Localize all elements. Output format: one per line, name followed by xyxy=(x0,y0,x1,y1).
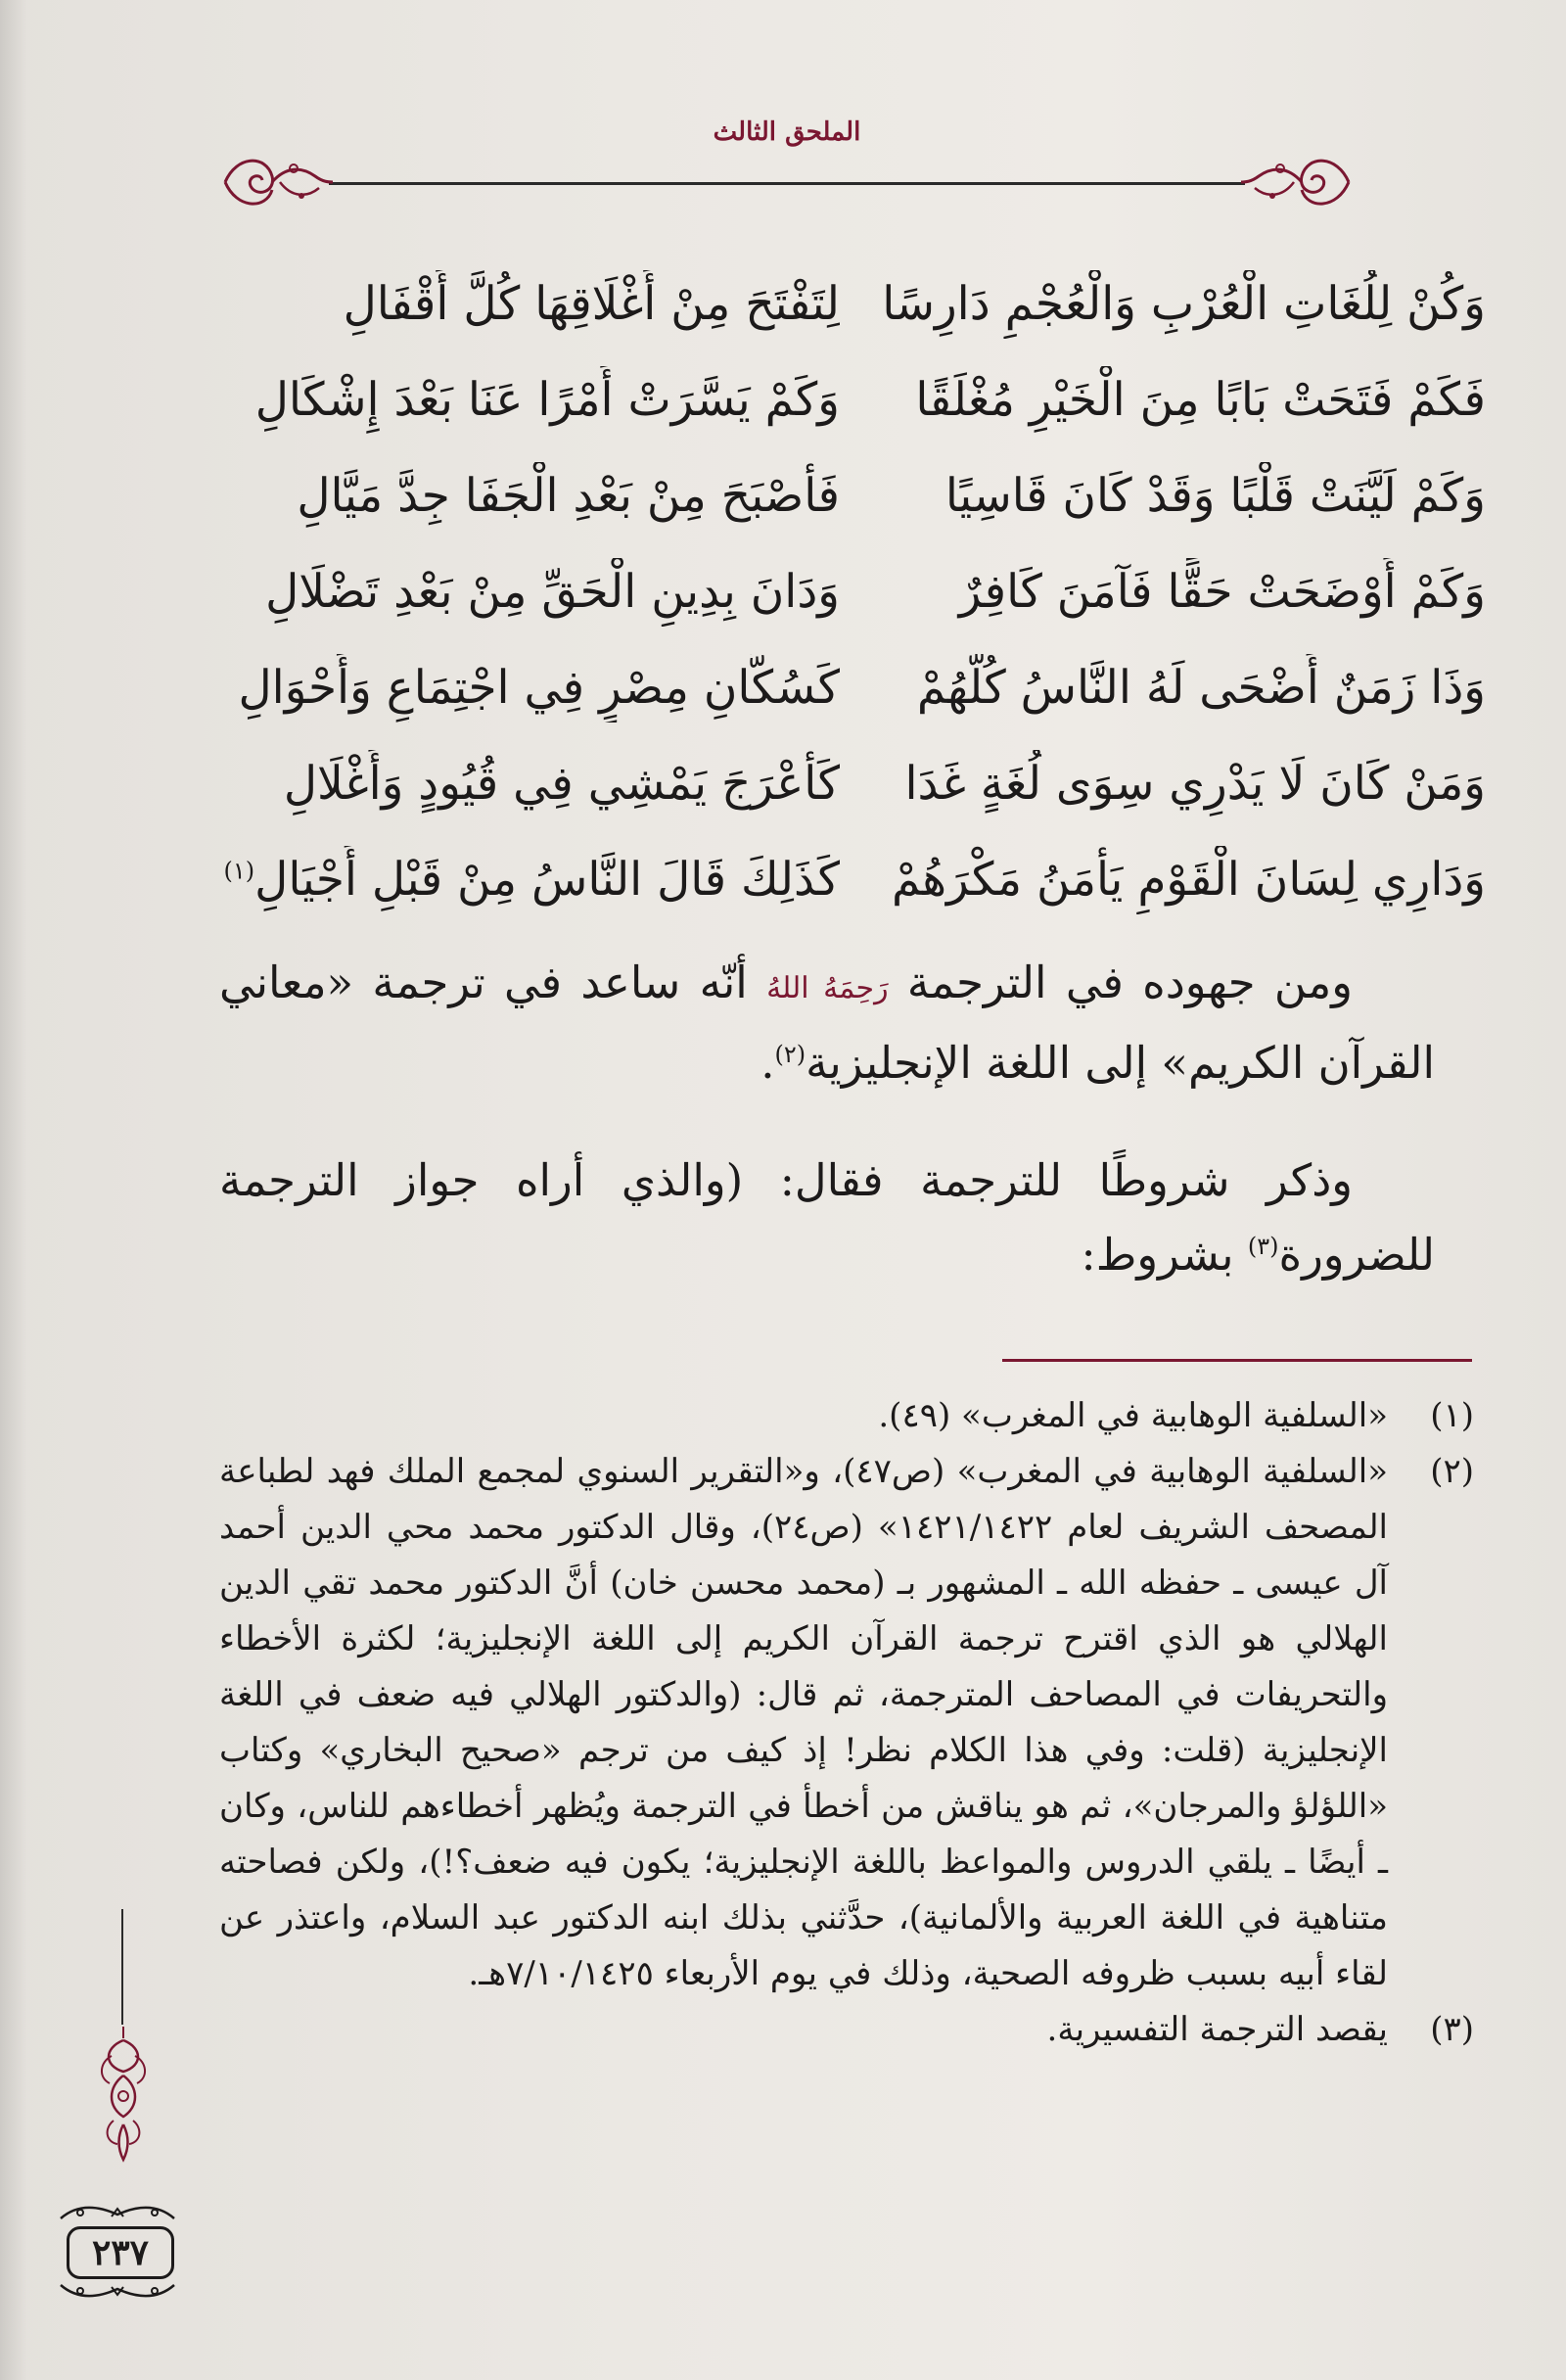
verse-first-hemistich: وَكُنْ لِلُغَاتِ الْعُرْبِ وَالْعُجْمِ دَارِسًا xyxy=(882,276,1486,331)
verse-first-hemistich: وَكَمْ لَيَّنَتْ قَلْبًا وَقَدْ كَانَ قَاسِيًا xyxy=(944,468,1486,523)
verse-row xyxy=(213,832,1486,928)
paragraph-text-rest: أنّه ساعد في ترجمة «معاني القرآن الكريم» إلى اللغة الإنجليزية xyxy=(219,957,1435,1089)
verse-first-hemistich: فَكَمْ فَتَحَتْ بَابًا مِنَ الْخَيْرِ مُغْلَقًا xyxy=(915,372,1486,427)
verse-row xyxy=(213,544,1486,640)
verse-row xyxy=(213,640,1486,736)
header-rule xyxy=(329,182,1245,185)
page-number-flourish-bottom xyxy=(57,2279,178,2301)
footnote-item xyxy=(219,1444,1474,2002)
body-paragraph xyxy=(219,946,1435,1100)
verse-first-hemistich: وَدَارِي لِسَانَ الْقَوْمِ يَأْمَنُ مَكْرَهُمْ xyxy=(891,852,1486,907)
verse-second-hemistich: كَسُكَّانِ مِصْرٍ فِي اجْتِمَاعٍ وَأَحْوَالِ xyxy=(238,660,840,715)
footnote-text: «السلفية الوهابية في المغرب» (ص٤٧)، و«التقرير السنوي لمجمع الملك فهد لطباعة المصحف الشريف لعام ١٤٢١/١٤٢٢» (ص٢٤)، وقال الدكتور محمد محي الدين أحمد آل عيسى ـ حفظه الله ـ المشهور بـ (محمد محسن خان) أنَّ الدكتور محمد تقي الدين الهلالي هو الذي اقترح ترجمة القرآن الكريم إلى اللغة الإنجليزية؛ لكثرة الأخطاء والتحريفات في المصاحف المترجمة، ثم قال: (والدكتور الهلالي فيه ضعف في اللغة الإنجليزية (قلت: وفي هذا الكلام نظر! إذ كيف من ترجم «صحيح البخاري» وكتاب «اللؤلؤ والمرجان»، ثم هو يناقش من أخطأ في الترجمة ويُظهر أخطاءهم للناس، وكان ـ أيضًا ـ يلقي الدروس والمواعظ باللغة الإنجليزية؛ يكون فيه ضعف؟!)، ولكن فصاحته متناهية في اللغة العربية والألمانية)، حدَّثني بذلك ابنه الدكتور عبد السلام، واعتذر عن لقاء أبيه بسبب ظروفه الصحية، وذلك في يوم الأربعاء ٧/١٠/١٤٢٥هـ. xyxy=(219,1452,1388,1993)
side-ornament xyxy=(92,2027,155,2164)
page-number-flourish-top xyxy=(57,2203,178,2224)
verse-second-hemistich xyxy=(213,846,840,915)
footnote-item xyxy=(219,2002,1474,2058)
header-ornament-left xyxy=(217,147,335,215)
honorific-rahimahullah: رَحِمَهُ اللهُ xyxy=(766,971,889,1005)
header-ornament-right xyxy=(1239,147,1357,215)
footnote-text: «السلفية الوهابية في المغرب» (٤٩). xyxy=(878,1396,1388,1435)
footnote-text: يقصد الترجمة التفسيرية. xyxy=(1046,2010,1388,2049)
page-gutter-shadow xyxy=(0,0,27,2380)
paragraph-text-start: ومن جهوده في الترجمة xyxy=(906,957,1353,1008)
verse-second-hemistich: وَكَمْ يَسَّرَتْ أَمْرًا عَنَا بَعْدَ إِشْكَالِ xyxy=(254,372,840,427)
paragraph-text xyxy=(219,1143,1435,1292)
footnote-number: (٣) xyxy=(1430,2010,1474,2049)
verse-second-hemistich: فَأَصْبَحَ مِنْ بَعْدِ الْجَفَا جِدَّ مَيَّالِ xyxy=(297,468,840,523)
page-header xyxy=(221,117,1353,206)
footnote-marker[interactable]: (١) xyxy=(223,857,255,885)
verse-row xyxy=(213,257,1486,352)
side-rule xyxy=(121,1909,123,2025)
paragraph-end: . xyxy=(760,1037,775,1089)
footnotes xyxy=(219,1388,1474,2058)
paragraph-text-main: وذكر شروطًا للترجمة فقال: (والذي أراه جواز الترجمة للضرورة xyxy=(219,1154,1435,1281)
verse-first-hemistich: وَذَا زَمَنٌ أَضْحَى لَهُ النَّاسُ كُلُّهُمْ xyxy=(916,660,1486,715)
verse-first-hemistich: وَكَمْ أَوْضَحَتْ حَقًّا فَآمَنَ كَافِرٌ xyxy=(958,564,1486,619)
running-title: الملحق الثالث xyxy=(713,117,861,147)
body-paragraph xyxy=(219,1143,1435,1292)
paragraph-text xyxy=(219,946,1435,1100)
footnote-marker[interactable]: (٣) xyxy=(1247,1233,1279,1260)
footnote-separator xyxy=(1002,1359,1472,1362)
verse-text: كَذَلِكَ قَالَ النَّاسُ مِنْ قَبْلِ أَجْيَالِ xyxy=(254,852,840,907)
footnote-marker[interactable]: (٢) xyxy=(774,1041,806,1068)
verse-second-hemistich: وَدَانَ بِدِينِ الْحَقِّ مِنْ بَعْدِ تَضْلَالِ xyxy=(265,564,840,619)
poem xyxy=(213,257,1486,928)
verse-second-hemistich: لِتَفْتَحَ مِنْ أَغْلَاقِهَا كُلَّ أَقْفَالِ xyxy=(343,276,840,331)
paragraph-end: بشروط: xyxy=(1081,1229,1248,1281)
page-number-frame xyxy=(57,2203,178,2301)
footnote-number: (٢) xyxy=(1430,1452,1474,1491)
footnote-item xyxy=(219,1388,1474,1444)
verse-second-hemistich: كَأَعْرَجَ يَمْشِي فِي قُيُودٍ وَأَغْلَالِ xyxy=(283,756,840,811)
verse-row xyxy=(213,736,1486,832)
footnote-number: (١) xyxy=(1430,1396,1474,1435)
verse-first-hemistich: وَمَنْ كَانَ لَا يَدْرِي سِوَى لُغَةٍ غَدَا xyxy=(904,756,1486,811)
page-number: ٢٣٧ xyxy=(67,2226,174,2279)
verse-row xyxy=(213,448,1486,544)
verse-row xyxy=(213,352,1486,448)
